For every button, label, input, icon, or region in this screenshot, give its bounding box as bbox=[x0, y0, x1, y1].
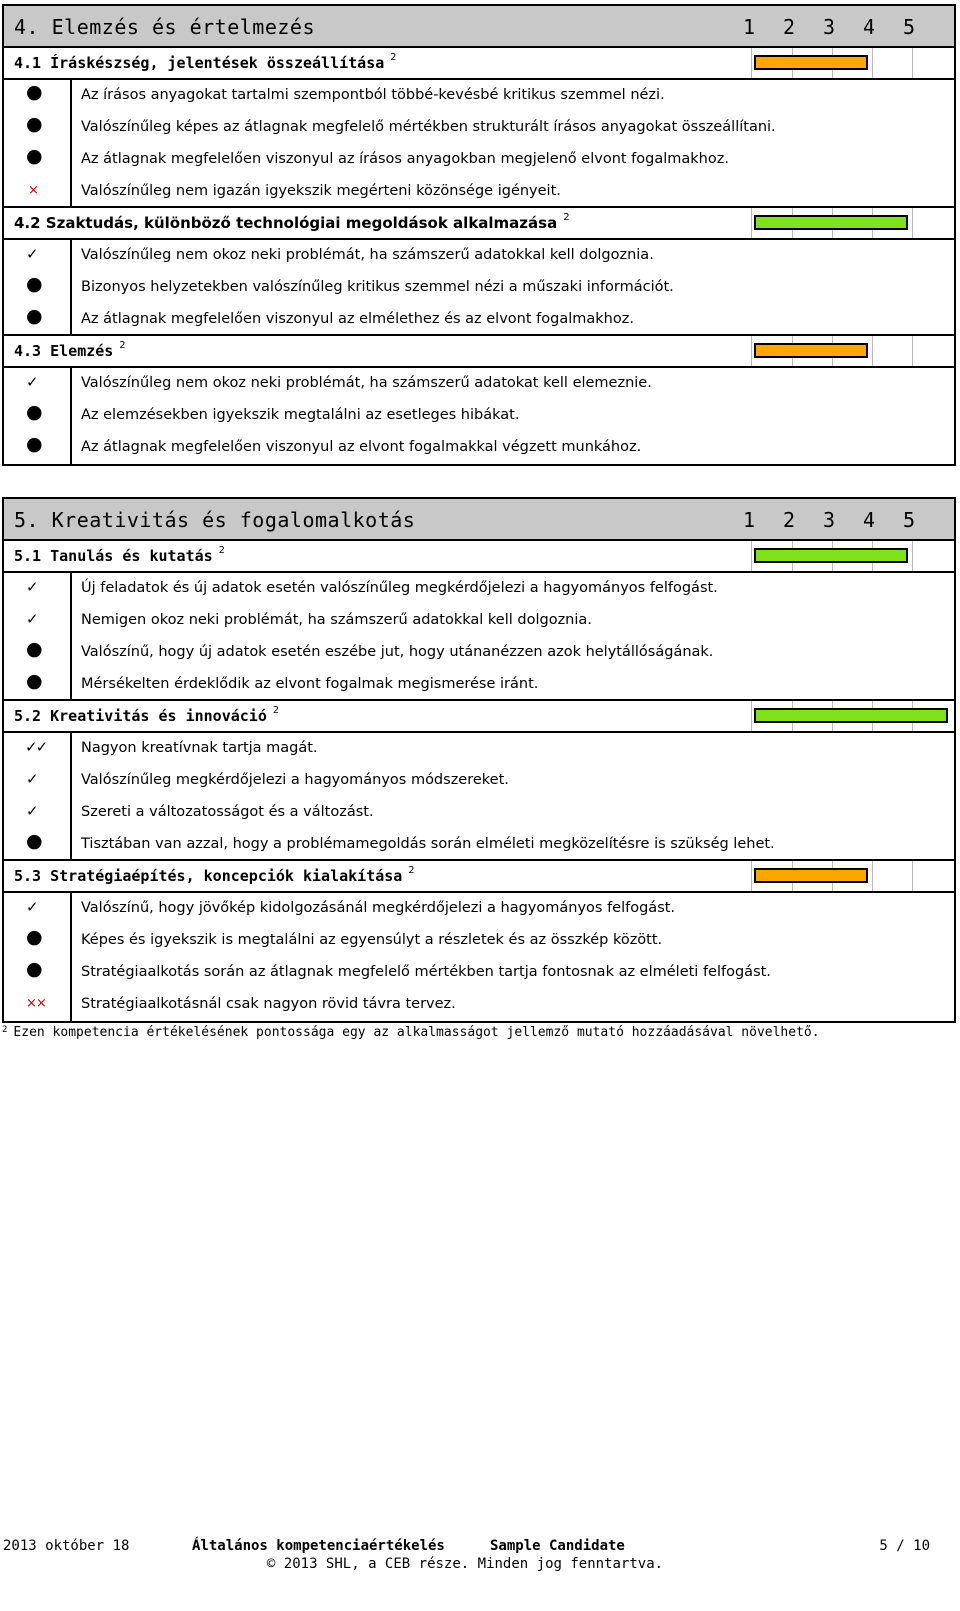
subsection-title-text: 4.2 Szaktudás, különböző technológiai megoldások alkalmazása bbox=[14, 214, 558, 232]
scale-tick bbox=[872, 861, 873, 891]
check-icon: ✓ bbox=[26, 373, 39, 391]
list-item bbox=[4, 765, 954, 797]
symbol-cell bbox=[4, 925, 72, 957]
scale-label-2: 2 bbox=[782, 508, 796, 532]
item-text: Az átlagnak megfelelően viszonyul az írásos anyagokban megjelenő elvont fogalmakhoz. bbox=[81, 151, 729, 167]
footer-copyright: © 2013 SHL, a CEB része. Minden jog fenntartva. bbox=[266, 1556, 664, 1572]
list-item bbox=[4, 400, 954, 432]
list-item bbox=[4, 925, 954, 957]
symbol-cell bbox=[4, 797, 72, 829]
double-check-icon: ✓✓ bbox=[25, 738, 47, 756]
symbol-cell bbox=[4, 304, 72, 334]
scale-label-2: 2 bbox=[782, 15, 796, 39]
subsection-title bbox=[14, 54, 396, 72]
list-item bbox=[4, 176, 954, 208]
item-text: Valószínűleg képes az átlagnak megfelelő mértékben strukturált írásos anyagokat összeállítani. bbox=[81, 119, 776, 135]
bullet-dot-icon: ● bbox=[26, 273, 43, 295]
subsection-header bbox=[4, 208, 954, 240]
bullet-dot-icon: ● bbox=[26, 401, 43, 423]
list-item bbox=[4, 637, 954, 669]
list-item bbox=[4, 797, 954, 829]
symbol-cell bbox=[4, 432, 72, 464]
symbol-cell bbox=[4, 829, 72, 859]
list-item bbox=[4, 144, 954, 176]
footnote bbox=[2, 1025, 820, 1040]
item-text: Tisztában van azzal, hogy a problémamegoldás során elméleti megközelítésre is szükség lehet. bbox=[81, 836, 775, 852]
footnote-reference: 2 bbox=[563, 212, 570, 223]
list-item bbox=[4, 829, 954, 861]
item-text: Valószínűleg nem igazán igyekszik megérteni közönsége igényeit. bbox=[81, 183, 561, 199]
item-text: Mérsékelten érdeklődik az elvont fogalmak megismerése iránt. bbox=[81, 676, 539, 692]
check-icon: ✓ bbox=[26, 610, 39, 628]
list-item bbox=[4, 240, 954, 272]
scale-tick bbox=[872, 336, 873, 366]
section-title: 5. Kreativitás és fogalomalkotás bbox=[14, 508, 416, 532]
symbol-cell bbox=[4, 989, 72, 1021]
footer-page-number: 5 / 10 bbox=[879, 1538, 930, 1554]
scale-label-5: 5 bbox=[902, 508, 916, 532]
rating-bar bbox=[754, 343, 868, 358]
item-text: Az írásos anyagokat tartalmi szempontból többé-kevésbé kritikus szemmel nézi. bbox=[81, 87, 665, 103]
footnote-text: Ezen kompetencia értékelésének pontossága egy az alkalmasságot jellemző mutató hozzáadásával növelhető. bbox=[13, 1025, 820, 1040]
symbol-cell bbox=[4, 272, 72, 304]
scale-tick bbox=[912, 861, 913, 891]
double-cross-icon: ×× bbox=[26, 996, 46, 1011]
scale-tick bbox=[912, 208, 913, 238]
item-text: Az elemzésekben igyekszik megtalálni az esetleges hibákat. bbox=[81, 407, 520, 423]
item-text: Képes és igyekszik is megtalálni az egyensúlyt a részletek és az összkép között. bbox=[81, 932, 663, 948]
subsection-title bbox=[14, 547, 225, 565]
subsection-header bbox=[4, 541, 954, 573]
list-item bbox=[4, 573, 954, 605]
check-icon: ✓ bbox=[26, 245, 39, 263]
bullet-dot-icon: ● bbox=[26, 670, 43, 692]
scale-label-1: 1 bbox=[742, 508, 756, 532]
bullet-dot-icon: ● bbox=[26, 305, 43, 327]
section-4 bbox=[2, 4, 956, 466]
list-item bbox=[4, 272, 954, 304]
bullet-dot-icon: ● bbox=[26, 638, 43, 660]
scale-tick bbox=[912, 336, 913, 366]
scale-tick bbox=[872, 48, 873, 78]
rating-scale bbox=[751, 336, 954, 366]
item-text: Nagyon kreatívnak tartja magát. bbox=[81, 740, 318, 756]
rating-bar bbox=[754, 55, 868, 70]
symbol-cell bbox=[4, 240, 72, 272]
rating-scale bbox=[751, 861, 954, 891]
scale-label-1: 1 bbox=[742, 15, 756, 39]
subsection-header bbox=[4, 48, 954, 80]
bullet-dot-icon: ● bbox=[26, 113, 43, 135]
cross-icon: × bbox=[28, 183, 39, 198]
item-text: Valószínű, hogy új adatok esetén eszébe jut, hogy utánanézzen azok helytállóságának. bbox=[81, 644, 714, 660]
footnote-reference: 2 bbox=[119, 340, 126, 351]
footnote-reference: 2 bbox=[390, 52, 397, 63]
symbol-cell bbox=[4, 144, 72, 176]
scale-label-3: 3 bbox=[822, 508, 836, 532]
check-icon: ✓ bbox=[26, 802, 39, 820]
scale-label-5: 5 bbox=[902, 15, 916, 39]
item-text: Valószínűleg nem okoz neki problémát, ha számszerű adatokkal kell dolgoznia. bbox=[81, 247, 654, 263]
symbol-cell bbox=[4, 765, 72, 797]
subsection-title-text: 4.3 Elemzés bbox=[14, 342, 114, 360]
item-text: Bizonyos helyzetekben valószínűleg kritikus szemmel nézi a műszaki információt. bbox=[81, 279, 674, 295]
section-5 bbox=[2, 497, 956, 1023]
list-item bbox=[4, 733, 954, 765]
rating-bar bbox=[754, 708, 948, 723]
item-text: Stratégiaalkotás során az átlagnak megfelelő mértékben tartja fontosnak az elméleti felfogást. bbox=[81, 964, 771, 980]
symbol-cell bbox=[4, 573, 72, 605]
bullet-dot-icon: ● bbox=[26, 81, 43, 103]
rating-scale bbox=[751, 701, 954, 731]
list-item bbox=[4, 893, 954, 925]
subsection-title bbox=[14, 214, 570, 232]
item-text: Valószínű, hogy jövőkép kidolgozásánál megkérdőjelezi a hagyományos felfogást. bbox=[81, 900, 676, 916]
item-text: Új feladatok és új adatok esetén valószínűleg megkérdőjelezi a hagyományos felfogást. bbox=[81, 580, 718, 596]
symbol-cell bbox=[4, 368, 72, 400]
footer-date: 2013 október 18 bbox=[3, 1538, 130, 1554]
check-icon: ✓ bbox=[26, 578, 39, 596]
item-text: Az átlagnak megfelelően viszonyul az elmélethez és az elvont fogalmakhoz. bbox=[81, 311, 634, 327]
section-5-subsections bbox=[4, 541, 954, 1021]
scale-label-4: 4 bbox=[862, 15, 876, 39]
bullet-dot-icon: ● bbox=[26, 926, 43, 948]
footnote-reference: 2 bbox=[272, 705, 279, 716]
subsection-title bbox=[14, 342, 125, 360]
scale-tick bbox=[912, 48, 913, 78]
item-text: Szereti a változatosságot és a változást. bbox=[81, 804, 374, 820]
symbol-cell bbox=[4, 400, 72, 432]
symbol-cell bbox=[4, 957, 72, 989]
symbol-cell bbox=[4, 605, 72, 637]
item-text: Stratégiaalkotásnál csak nagyon rövid távra tervez. bbox=[81, 996, 456, 1012]
footnote-mark: 2 bbox=[2, 1025, 8, 1035]
bullet-dot-icon: ● bbox=[26, 145, 43, 167]
list-item bbox=[4, 432, 954, 464]
symbol-cell bbox=[4, 112, 72, 144]
scale-label-4: 4 bbox=[862, 508, 876, 532]
page-footer bbox=[0, 1538, 960, 1574]
list-item bbox=[4, 957, 954, 989]
rating-bar bbox=[754, 548, 908, 563]
section-header bbox=[4, 6, 954, 48]
symbol-cell bbox=[4, 733, 72, 765]
list-item bbox=[4, 989, 954, 1021]
check-icon: ✓ bbox=[26, 898, 39, 916]
subsection-header bbox=[4, 336, 954, 368]
section-header bbox=[4, 499, 954, 541]
bullet-dot-icon: ● bbox=[26, 830, 43, 852]
rating-bar bbox=[754, 215, 908, 230]
subsection-title bbox=[14, 867, 414, 885]
bullet-dot-icon: ● bbox=[26, 958, 43, 980]
section-title: 4. Elemzés és értelmezés bbox=[14, 15, 315, 39]
section-4-subsections bbox=[4, 48, 954, 464]
symbol-cell bbox=[4, 80, 72, 112]
footnote-reference: 2 bbox=[218, 545, 225, 556]
list-item bbox=[4, 80, 954, 112]
check-icon: ✓ bbox=[26, 770, 39, 788]
list-item bbox=[4, 304, 954, 336]
rating-scale bbox=[751, 208, 954, 238]
item-text: Az átlagnak megfelelően viszonyul az elvont fogalmakkal végzett munkához. bbox=[81, 439, 642, 455]
symbol-cell bbox=[4, 893, 72, 925]
list-item bbox=[4, 605, 954, 637]
subsection-title-text: 5.2 Kreativitás és innováció bbox=[14, 707, 267, 725]
item-text: Nemigen okoz neki problémát, ha számszerű adatokkal kell dolgoznia. bbox=[81, 612, 592, 628]
item-text: Valószínűleg megkérdőjelezi a hagyományos módszereket. bbox=[81, 772, 509, 788]
footer-report-title: Általános kompetenciaértékelés bbox=[192, 1538, 445, 1554]
rating-bar bbox=[754, 868, 868, 883]
rating-scale bbox=[751, 541, 954, 571]
subsection-header bbox=[4, 861, 954, 893]
rating-scale bbox=[751, 48, 954, 78]
bullet-dot-icon: ● bbox=[26, 433, 43, 455]
subsection-title-text: 5.1 Tanulás és kutatás bbox=[14, 547, 213, 565]
scale-tick bbox=[912, 541, 913, 571]
symbol-cell bbox=[4, 637, 72, 669]
symbol-cell bbox=[4, 176, 72, 206]
subsection-title bbox=[14, 707, 279, 725]
symbol-cell bbox=[4, 669, 72, 699]
list-item bbox=[4, 112, 954, 144]
item-text: Valószínűleg nem okoz neki problémát, ha számszerű adatokat kell elemeznie. bbox=[81, 375, 652, 391]
subsection-title-text: 5.3 Stratégiaépítés, koncepciók kialakítása bbox=[14, 867, 403, 885]
subsection-title-text: 4.1 Íráskészség, jelentések összeállítása bbox=[14, 54, 385, 72]
footnote-reference: 2 bbox=[408, 865, 415, 876]
list-item bbox=[4, 368, 954, 400]
subsection-header bbox=[4, 701, 954, 733]
scale-label-3: 3 bbox=[822, 15, 836, 39]
footer-candidate: Sample Candidate bbox=[490, 1538, 625, 1554]
list-item bbox=[4, 669, 954, 701]
